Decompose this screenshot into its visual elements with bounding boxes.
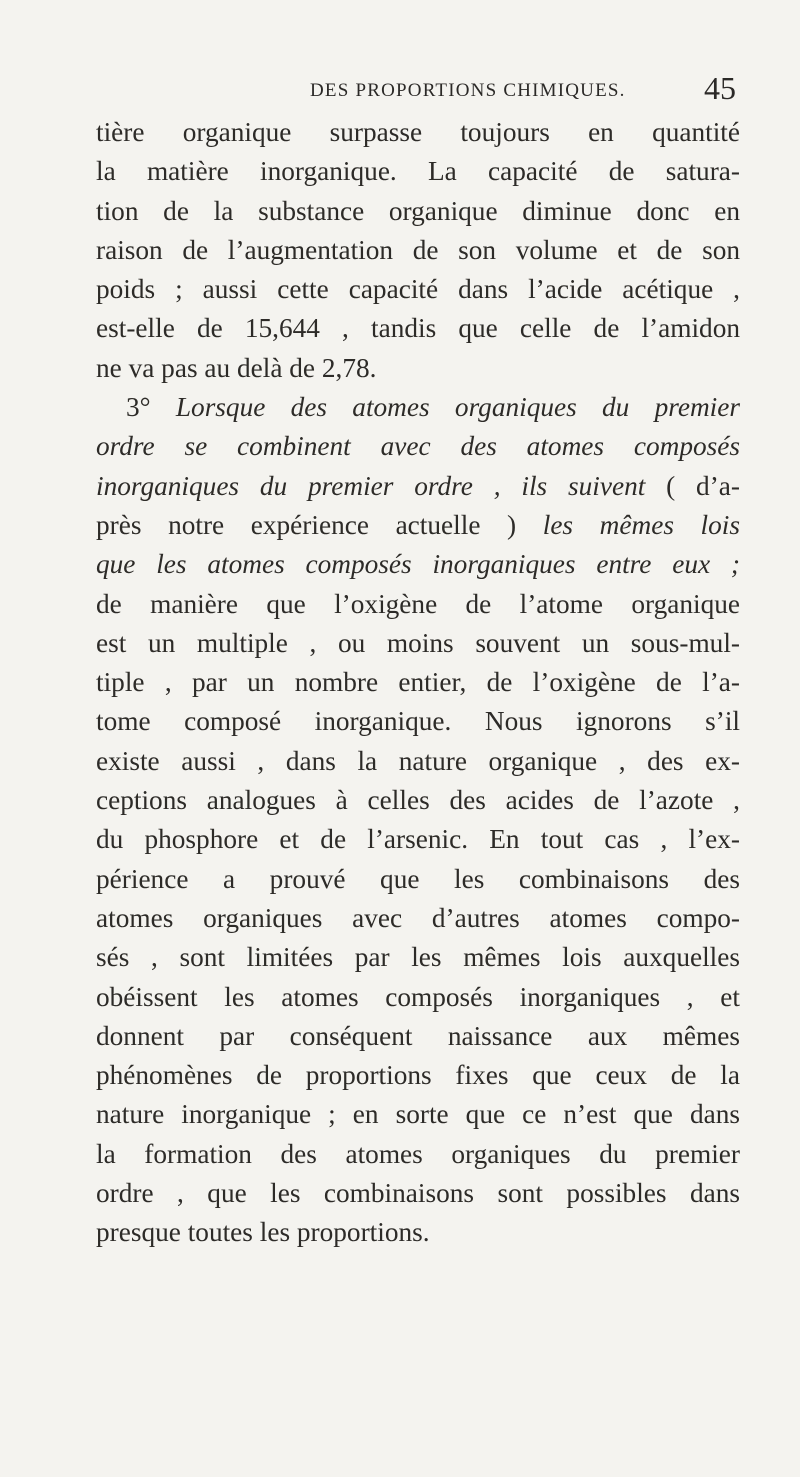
text-segment: donnent par conséquent naissance aux mêmes (96, 1020, 740, 1051)
text-segment: périence a prouvé que les combinaisons des (96, 863, 740, 894)
text-line (96, 663, 740, 702)
text-line (96, 1017, 740, 1056)
italic-text: Lorsque des atomes organiques du premier (175, 392, 741, 423)
text-line (96, 742, 740, 781)
text-segment: la formation des atomes organiques du premier (96, 1138, 740, 1169)
text-segment: nature inorganique ; en sorte que ce n’est que dans (96, 1099, 740, 1130)
text-line (96, 388, 740, 427)
text-segment: la matière inorganique. La capacité de satura- (96, 156, 740, 187)
text-segment: atomes organiques avec d’autres atomes compo- (96, 902, 740, 933)
text-line (96, 309, 740, 348)
text-line (96, 231, 740, 270)
text-line (96, 624, 740, 663)
text-segment: ordre , que les combinaisons sont possibles dans (96, 1178, 740, 1209)
text-segment: obéissent les atomes composés inorganiques , et (96, 981, 740, 1012)
text-segment: tière organique surpasse toujours en quantité (96, 117, 740, 147)
text-segment: est un multiple , ou moins souvent un sous-mul- (96, 627, 740, 658)
text-line (96, 113, 740, 152)
text-segment: de manière que l’oxigène de l’atome organique (96, 588, 740, 619)
text-line (96, 1135, 740, 1174)
text-line (96, 860, 740, 899)
text-segment: 3° (126, 392, 176, 423)
text-segment: sés , sont limitées par les mêmes lois auxquelles (96, 942, 740, 973)
text-line (96, 270, 740, 309)
text-segment: raison de l’augmentation de son volume et de son (96, 234, 740, 265)
text-line (96, 585, 740, 624)
text-segment: existe aussi , dans la nature organique , des ex- (96, 745, 740, 776)
text-segment: du phosphore et de l’arsenic. En tout cas , l’ex- (96, 824, 740, 855)
text-line (96, 1095, 740, 1134)
text-line (96, 899, 740, 938)
text-segment: tome composé inorganique. Nous ignorons s’il (96, 706, 740, 737)
text-segment: près notre expérience actuelle ) (96, 509, 543, 540)
text-line (96, 349, 740, 388)
running-title: DES PROPORTIONS CHIMIQUES. (310, 80, 626, 101)
text-line (96, 427, 740, 466)
text-line (96, 192, 740, 231)
text-segment: tion de la substance organique diminue donc en (96, 195, 740, 226)
text-segment: ( d’a- (645, 470, 740, 501)
text-line (96, 1056, 740, 1095)
running-head (100, 70, 740, 110)
italic-text: que les atomes composés inorganiques entre eux ; (96, 549, 740, 580)
text-line (96, 702, 740, 741)
text-line (96, 938, 740, 977)
text-segment: est-elle de 15,644 , tandis que celle de l’amidon (96, 313, 740, 344)
italic-text: les mêmes lois (542, 509, 740, 540)
page-number: 45 (704, 70, 736, 106)
text-line (96, 820, 740, 859)
text-line (96, 467, 740, 506)
text-line (96, 1174, 740, 1213)
text-segment: ceptions analogues à celles des acides de l’azote , (96, 785, 740, 816)
text-line (96, 152, 740, 191)
text-segment: ne va pas au delà de 2,78. (96, 352, 377, 383)
text-line (96, 545, 740, 584)
text-segment: tiple , par un nombre entier, de l’oxigène de l’a- (96, 667, 740, 698)
text-segment: phénomènes de proportions fixes que ceux de la (96, 1060, 740, 1091)
text-line (96, 506, 740, 545)
text-line (96, 781, 740, 820)
body-text (96, 113, 740, 1253)
text-segment: poids ; aussi cette capacité dans l’acide acétique , (96, 274, 740, 305)
text-line (96, 978, 740, 1017)
text-segment: presque toutes les proportions. (96, 1217, 430, 1248)
italic-text: inorganiques du premier ordre , ils suivent (96, 470, 646, 501)
italic-text: ordre se combinent avec des atomes composés (96, 431, 740, 462)
text-line (96, 1213, 740, 1252)
